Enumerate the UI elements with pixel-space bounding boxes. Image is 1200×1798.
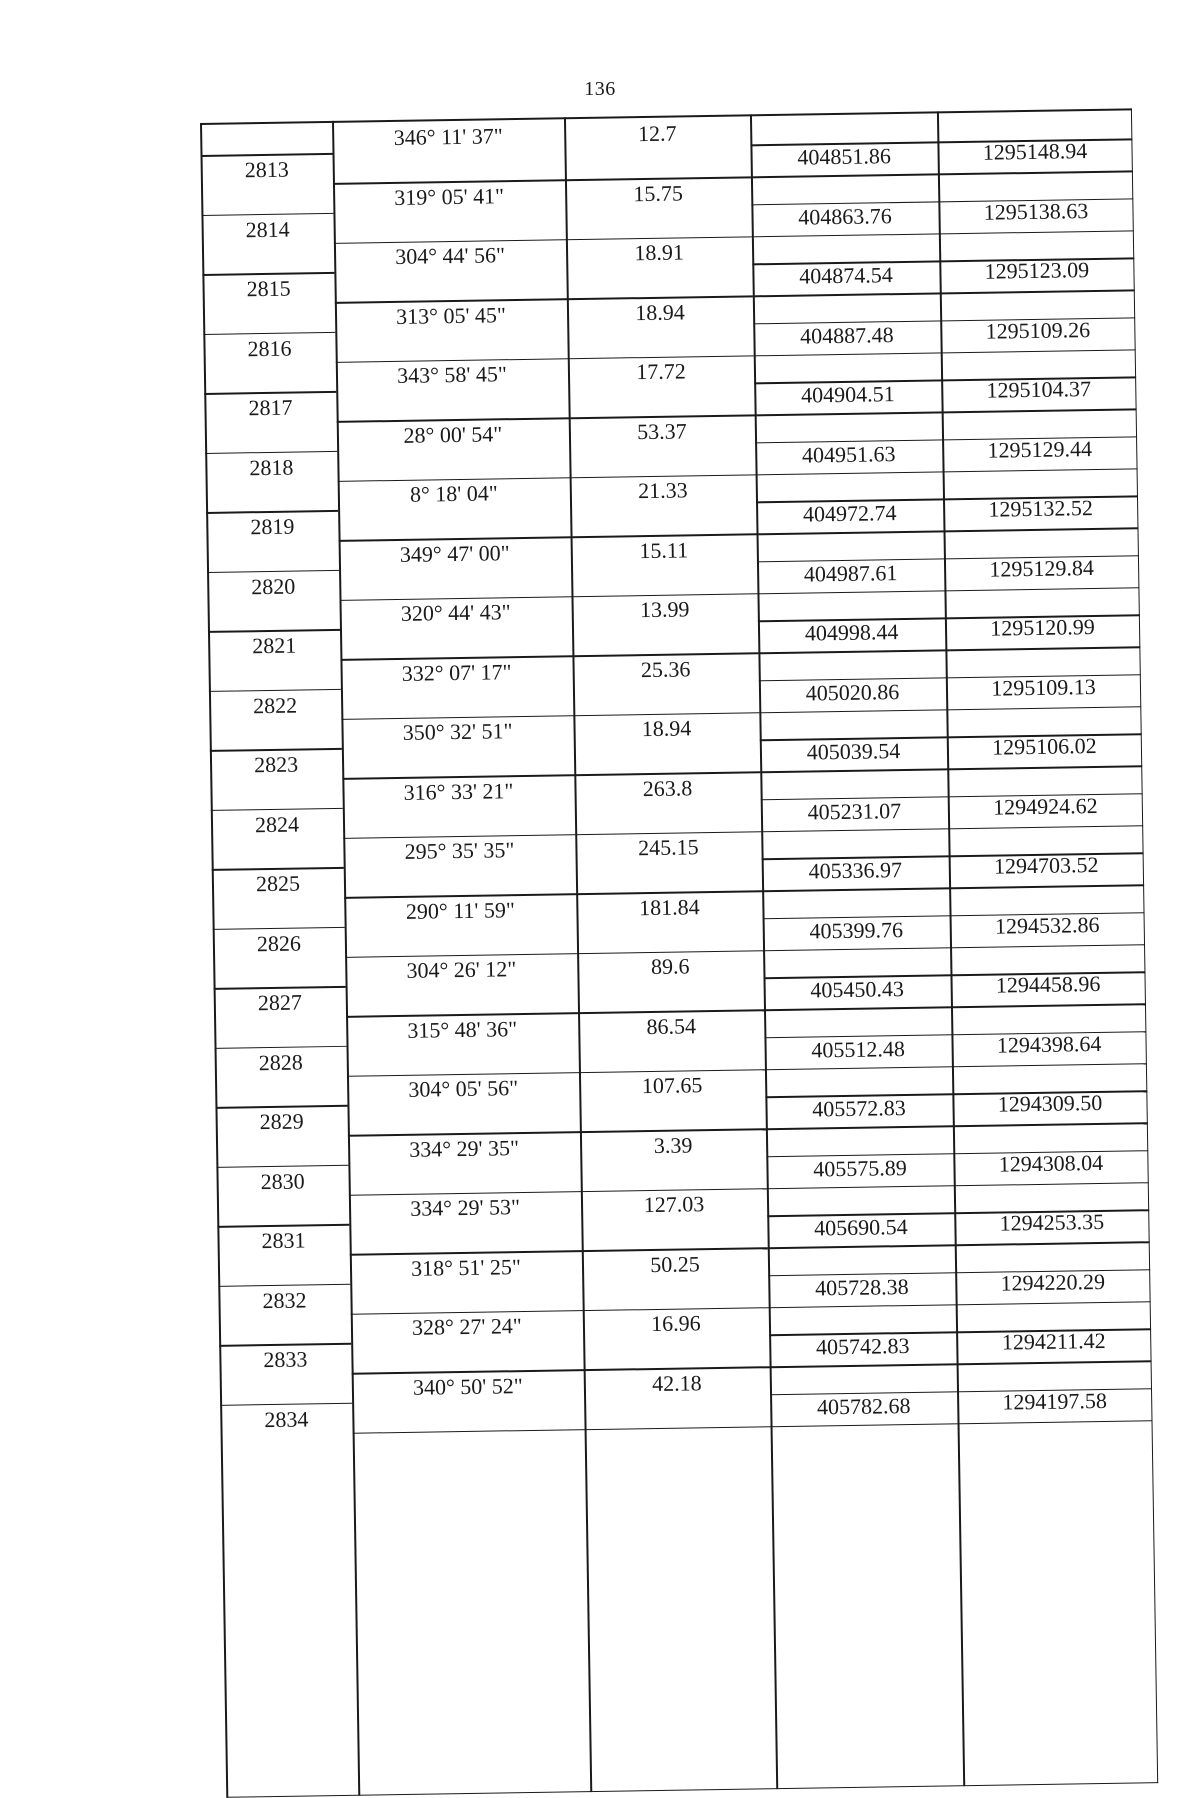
y-coordinate-cell: 1295123.09 [984, 257, 1090, 284]
y-coordinate-cell: 1294309.50 [997, 1089, 1103, 1117]
y-coordinate-cell: 1295138.63 [983, 197, 1089, 225]
x-coordinate-cell: 405039.54 [806, 738, 901, 765]
y-coordinate-cell: 1294308.04 [998, 1149, 1104, 1177]
x-coordinate-cell: 404863.76 [798, 202, 892, 230]
table-row-rule [353, 1426, 771, 1434]
bearing-cell: 340° 50' 52" [412, 1372, 523, 1400]
point-number-cell: 2820 [251, 573, 296, 599]
distance-cell: 13.99 [639, 596, 690, 623]
distance-cell: 3.39 [653, 1131, 693, 1158]
x-coordinate-cell: 405728.38 [814, 1273, 909, 1300]
distance-cell: 181.84 [638, 893, 700, 920]
distance-cell: 50.25 [650, 1250, 700, 1277]
point-number-cell: 2826 [256, 930, 302, 956]
y-coordinate-cell: 1294398.64 [996, 1030, 1102, 1058]
distance-cell: 16.96 [650, 1310, 701, 1337]
point-number-cell: 2823 [253, 751, 299, 778]
point-number-cell: 2833 [263, 1346, 308, 1373]
distance-cell: 18.94 [635, 298, 685, 325]
point-number-cell: 2830 [260, 1167, 305, 1194]
distance-cell: 17.72 [636, 358, 686, 385]
point-number-cell: 2815 [246, 275, 291, 302]
y-coordinate-cell: 1295106.02 [991, 732, 1097, 760]
distance-cell: 86.54 [646, 1012, 697, 1039]
y-coordinate-cell: 1294197.58 [1002, 1387, 1108, 1415]
y-coordinate-cell: 1295109.13 [991, 673, 1096, 701]
table-column-rule [1130, 108, 1158, 1783]
x-coordinate-cell: 404851.86 [797, 143, 892, 170]
x-coordinate-cell: 404904.51 [800, 381, 895, 408]
distance-cell: 245.15 [637, 834, 699, 861]
y-coordinate-cell: 1295132.52 [988, 495, 1094, 522]
bearing-cell: 304° 26' 12" [406, 956, 517, 983]
distance-cell: 21.33 [637, 477, 688, 504]
distance-cell: 18.94 [641, 715, 692, 742]
point-number-cell: 2825 [255, 870, 301, 897]
y-coordinate-cell: 1294458.96 [995, 970, 1101, 998]
bearing-cell: 349° 47' 00" [399, 539, 510, 567]
x-coordinate-cell: 405450.43 [810, 976, 905, 1003]
y-coordinate-cell: 1294253.35 [999, 1208, 1105, 1236]
distance-cell: 15.75 [633, 179, 684, 206]
x-coordinate-cell: 405742.83 [815, 1333, 910, 1360]
bearing-cell: 334° 29' 35" [409, 1134, 520, 1162]
distance-cell: 263.8 [642, 774, 693, 801]
x-coordinate-cell: 404998.44 [804, 619, 899, 646]
bearing-cell: 290° 11' 59" [405, 896, 516, 924]
survey-table-wrapper [200, 108, 1158, 1797]
point-number-cell: 2816 [247, 335, 292, 361]
distance-cell: 25.36 [640, 655, 691, 682]
x-coordinate-cell: 404951.63 [801, 440, 896, 468]
table-row-rule [226, 1782, 1158, 1798]
point-number-cell: 2813 [244, 156, 289, 183]
y-coordinate-cell: 1295129.44 [987, 435, 1093, 463]
bearing-cell: 28° 00' 54" [403, 420, 503, 448]
point-number-cell: 2819 [250, 513, 295, 540]
distance-cell: 89.6 [650, 953, 690, 980]
distance-cell: 18.91 [634, 239, 685, 266]
y-coordinate-cell: 1294220.29 [1000, 1268, 1106, 1296]
bearing-cell: 350° 32' 51" [402, 718, 513, 745]
x-coordinate-cell: 405512.48 [811, 1035, 906, 1063]
table-column-rule [937, 111, 965, 1786]
bearing-cell: 319° 05' 41" [394, 182, 505, 210]
bearing-cell: 332° 07' 17" [401, 658, 512, 686]
x-coordinate-cell: 404972.74 [802, 500, 897, 527]
bearing-cell: 316° 33' 21" [403, 777, 514, 805]
point-number-cell: 2824 [254, 811, 300, 837]
point-number-cell: 2821 [252, 632, 297, 659]
point-number-cell: 2828 [258, 1049, 303, 1075]
survey-table [200, 108, 1158, 1797]
y-coordinate-cell: 1295148.94 [982, 138, 1088, 165]
y-coordinate-cell: 1295120.99 [990, 614, 1095, 641]
x-coordinate-cell: 405020.86 [805, 678, 900, 706]
y-coordinate-cell: 1295109.26 [985, 316, 1091, 344]
bearing-cell: 346° 11' 37" [393, 123, 503, 150]
point-number-cell: 2827 [257, 989, 303, 1016]
distance-cell: 12.7 [637, 120, 677, 147]
distance-cell: 107.65 [641, 1072, 703, 1099]
x-coordinate-cell: 405575.89 [813, 1154, 907, 1181]
y-coordinate-cell: 1295104.37 [986, 376, 1092, 403]
bearing-cell: 343° 58' 45" [396, 361, 508, 388]
x-coordinate-cell: 405231.07 [807, 797, 902, 825]
point-number-cell: 2832 [262, 1286, 307, 1313]
point-number-cell: 2822 [252, 692, 298, 718]
point-number-cell: 2831 [261, 1227, 306, 1254]
point-number-cell: 2829 [259, 1108, 304, 1135]
y-coordinate-cell: 1294211.42 [1001, 1327, 1106, 1355]
x-coordinate-cell: 405782.68 [816, 1392, 911, 1419]
distance-cell: 53.37 [636, 417, 687, 444]
distance-cell: 127.03 [643, 1191, 705, 1218]
bearing-cell: 304° 44' 56" [395, 242, 506, 269]
page-number: 136 [584, 78, 616, 100]
bearing-cell: 8° 18' 04" [409, 480, 498, 507]
x-coordinate-cell: 405690.54 [813, 1214, 908, 1241]
point-number-cell: 2834 [264, 1405, 309, 1432]
x-coordinate-cell: 405572.83 [812, 1095, 906, 1122]
bearing-cell: 313° 05' 45" [395, 301, 507, 329]
x-coordinate-cell: 404887.48 [799, 321, 894, 349]
bearing-cell: 295° 35' 35" [404, 837, 515, 864]
point-number-cell: 2817 [248, 394, 293, 421]
y-coordinate-cell: 1295129.84 [989, 554, 1095, 582]
x-coordinate-cell: 405399.76 [809, 916, 904, 944]
y-coordinate-cell: 1294924.62 [992, 792, 1098, 820]
y-coordinate-cell: 1294703.52 [993, 851, 1099, 879]
point-number-cell: 2818 [249, 454, 294, 480]
x-coordinate-cell: 405336.97 [808, 857, 903, 884]
bearing-cell: 315° 48' 36" [407, 1015, 518, 1043]
bearing-cell: 318° 51' 25" [410, 1253, 522, 1281]
bearing-cell: 334° 29' 53" [410, 1194, 521, 1221]
bearing-cell: 320° 44' 43" [400, 599, 511, 626]
distance-cell: 42.18 [651, 1369, 702, 1396]
bearing-cell: 304° 05' 56" [408, 1075, 519, 1102]
x-coordinate-cell: 404987.61 [803, 559, 898, 587]
point-number-cell: 2814 [245, 216, 290, 242]
x-coordinate-cell: 404874.54 [799, 262, 893, 289]
y-coordinate-cell: 1294532.86 [994, 911, 1100, 939]
distance-cell: 15.11 [639, 536, 689, 563]
bearing-cell: 328° 27' 24" [411, 1313, 523, 1340]
